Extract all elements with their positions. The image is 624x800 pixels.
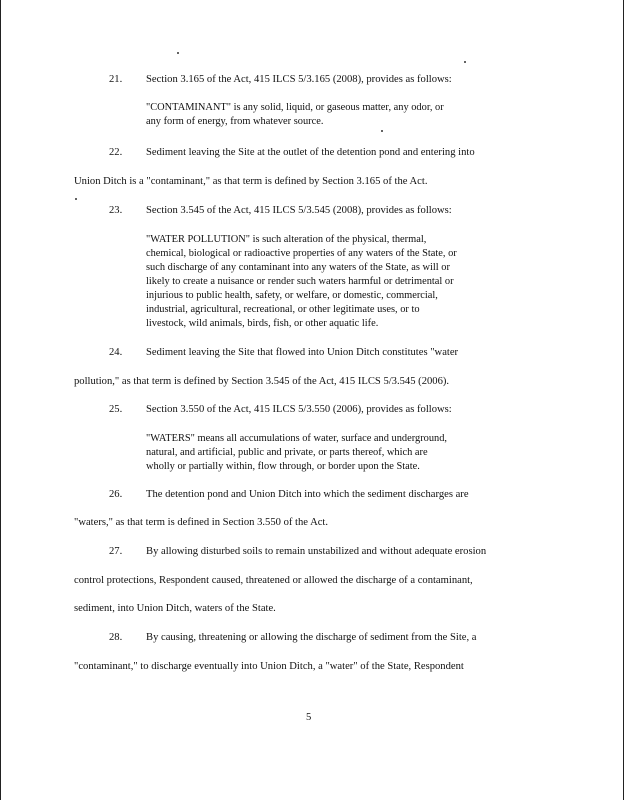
- paragraph-number: 27.: [109, 546, 123, 557]
- block-quote-line: "WATERS" means all accumulations of water, surface and underground,: [146, 433, 448, 444]
- scan-speck: [464, 61, 466, 63]
- paragraph-text: By allowing disturbed soils to remain unstabilized and without adequate erosion: [146, 546, 487, 557]
- paragraph-text: The detention pond and Union Ditch into which the sediment discharges are: [146, 489, 469, 500]
- paragraph-text: pollution," as that term is defined by Section 3.545 of the Act, 415 ILCS 5/3.545 (2006).: [74, 376, 450, 387]
- paragraph-text: control protections, Respondent caused, threatened or allowed the discharge of a contaminant,: [74, 575, 473, 586]
- paragraph-number: 22.: [109, 147, 123, 158]
- block-quote-line: wholly or partially within, flow through, or border upon the State.: [146, 461, 420, 472]
- paragraph-number: 25.: [109, 404, 123, 415]
- scan-speck: [177, 52, 179, 54]
- paragraph-number: 26.: [109, 489, 123, 500]
- scan-speck: [75, 198, 77, 200]
- block-quote-line: chemical, biological or radioactive properties of any waters of the State, or: [146, 248, 457, 259]
- paragraph-number: 23.: [109, 205, 123, 216]
- paragraph-text: By causing, threatening or allowing the discharge of sediment from the Site, a: [146, 632, 477, 643]
- block-quote-line: likely to create a nuisance or render such waters harmful or detrimental or: [146, 276, 454, 287]
- paragraph-text: Section 3.165 of the Act, 415 ILCS 5/3.165 (2008), provides as follows:: [146, 74, 452, 85]
- paragraph-text: Section 3.550 of the Act, 415 ILCS 5/3.550 (2006), provides as follows:: [146, 404, 452, 415]
- page-number: 5: [306, 712, 312, 723]
- block-quote-line: any form of energy, from whatever source.: [146, 116, 324, 127]
- block-quote-line: livestock, wild animals, birds, fish, or other aquatic life.: [146, 318, 379, 329]
- paragraph-text: "waters," as that term is defined in Section 3.550 of the Act.: [74, 517, 329, 528]
- block-quote-line: such discharge of any contaminant into any waters of the State, as will or: [146, 262, 450, 273]
- paragraph-text: "contaminant," to discharge eventually into Union Ditch, a "water" of the State, Respondent: [74, 661, 464, 672]
- block-quote-line: "CONTAMINANT" is any solid, liquid, or gaseous matter, any odor, or: [146, 102, 444, 113]
- paragraph-text: Union Ditch is a "contaminant," as that term is defined by Section 3.165 of the Act.: [74, 176, 428, 187]
- block-quote-line: injurious to public health, safety, or welfare, or domestic, commercial,: [146, 290, 438, 301]
- block-quote-line: "WATER POLLUTION" is such alteration of the physical, thermal,: [146, 234, 427, 245]
- scan-speck: [381, 130, 383, 132]
- paragraph-number: 24.: [109, 347, 123, 358]
- paragraph-text: Sediment leaving the Site that flowed into Union Ditch constitutes "water: [146, 347, 459, 358]
- paragraph-number: 21.: [109, 74, 123, 85]
- block-quote-line: industrial, agricultural, recreational, or other legitimate uses, or to: [146, 304, 420, 315]
- paragraph-number: 28.: [109, 632, 123, 643]
- paragraph-text: Sediment leaving the Site at the outlet of the detention pond and entering into: [146, 147, 475, 158]
- block-quote-line: natural, and artificial, public and private, or parts thereof, which are: [146, 447, 428, 458]
- paragraph-text: sediment, into Union Ditch, waters of the State.: [74, 603, 276, 614]
- paragraph-text: Section 3.545 of the Act, 415 ILCS 5/3.545 (2008), provides as follows:: [146, 205, 452, 216]
